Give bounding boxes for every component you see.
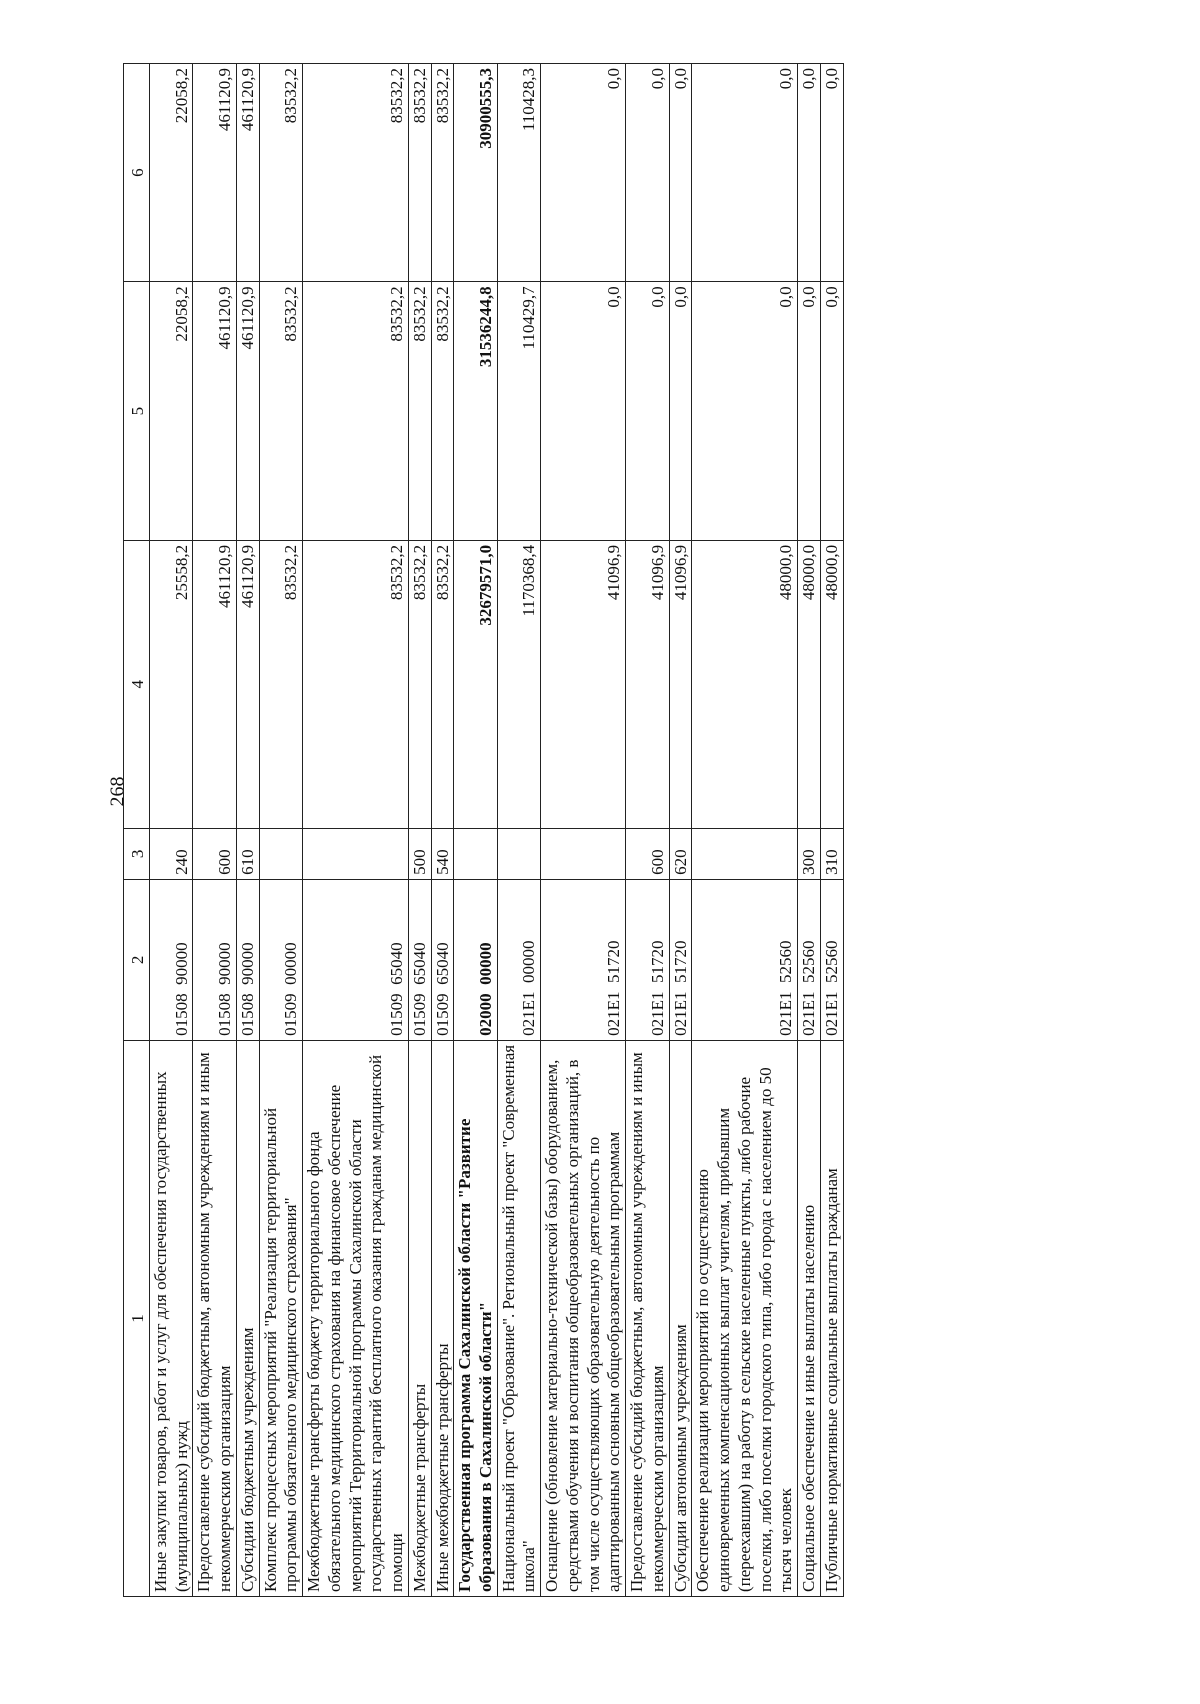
- row-code-cell: 02000 00000: [454, 879, 497, 1040]
- row-value-2025-cell: 83532,2: [259, 64, 302, 282]
- row-vr-cell: [541, 828, 626, 879]
- row-name-cell: Предоставление субсидий бюджетным, автономным учреждениям и иным некоммерческим организациям: [193, 1040, 236, 1596]
- table-row: [497, 64, 540, 1597]
- row-vr-cell: 600: [193, 828, 236, 879]
- row-vr-cell: 540: [431, 828, 454, 879]
- row-name-cell: Межбюджетные трансферты: [408, 1040, 431, 1596]
- table-row: [431, 64, 454, 1597]
- row-code-cell: 01509 65040: [431, 879, 454, 1040]
- row-value-2024-cell: 83532,2: [431, 282, 454, 541]
- row-code-cell: 01508 90000: [236, 879, 259, 1040]
- row-name-cell: Комплекс процессных мероприятий "Реализация территориальной программы обязательного медицинского страхования": [259, 1040, 302, 1596]
- row-value-2024-cell: 0,0: [541, 282, 626, 541]
- row-value-2023-cell: 461120,9: [236, 540, 259, 828]
- row-value-2025-cell: 0,0: [820, 64, 843, 282]
- row-value-2023-cell: 1170368,4: [497, 540, 540, 828]
- row-value-2023-cell: 83532,2: [408, 540, 431, 828]
- table-row: [259, 64, 302, 1597]
- row-value-2025-cell: 461120,9: [236, 64, 259, 282]
- table-row: [303, 64, 409, 1597]
- row-value-2024-cell: 461120,9: [193, 282, 236, 541]
- row-name-cell: Обеспечение реализации мероприятий по осуществлению единовременных компенсационных выплат учителям, прибывшим (переехавшим) на работу в сельские населенные пункты, либо рабочие поселки, либо поселки городского типа, либо города с населением до 50 тысяч человек: [692, 1040, 798, 1596]
- row-name-cell: Публичные нормативные социальные выплаты гражданам: [820, 1040, 843, 1596]
- table-row: [236, 64, 259, 1597]
- row-code-cell: 021E1 00000: [497, 879, 540, 1040]
- row-vr-cell: [259, 828, 302, 879]
- row-code-cell: 021E1 52560: [798, 879, 821, 1040]
- row-value-2024-cell: 83532,2: [408, 282, 431, 541]
- row-value-2024-cell: 31536244,8: [454, 282, 497, 541]
- row-vr-cell: 620: [669, 828, 692, 879]
- row-value-2024-cell: 110429,7: [497, 282, 540, 541]
- row-value-2024-cell: 22058,2: [150, 282, 193, 541]
- row-value-2025-cell: 83532,2: [431, 64, 454, 282]
- row-code-cell: 021E1 51720: [541, 879, 626, 1040]
- row-value-2024-cell: 0,0: [820, 282, 843, 541]
- row-value-2025-cell: 83532,2: [408, 64, 431, 282]
- row-vr-cell: [454, 828, 497, 879]
- table-row: [541, 64, 626, 1597]
- table-row: [626, 64, 669, 1597]
- row-code-cell: 021E1 52560: [692, 879, 798, 1040]
- row-vr-cell: [497, 828, 540, 879]
- table-row: [669, 64, 692, 1597]
- row-name-cell: Субсидии бюджетным учреждениям: [236, 1040, 259, 1596]
- row-value-2025-cell: 22058,2: [150, 64, 193, 282]
- row-value-2023-cell: 48000,0: [820, 540, 843, 828]
- row-name-cell: Иные закупки товаров, работ и услуг для обеспечения государственных (муниципальных) нужд: [150, 1040, 193, 1596]
- row-code-cell: 021E1 51720: [669, 879, 692, 1040]
- row-vr-cell: [692, 828, 798, 879]
- row-value-2023-cell: 41096,9: [541, 540, 626, 828]
- row-code-cell: 01509 00000: [259, 879, 302, 1040]
- row-value-2024-cell: 0,0: [626, 282, 669, 541]
- row-value-2025-cell: 0,0: [626, 64, 669, 282]
- row-value-2024-cell: 83532,2: [303, 282, 409, 541]
- header-cell-5: 5: [124, 282, 150, 541]
- row-value-2025-cell: 0,0: [541, 64, 626, 282]
- row-vr-cell: 500: [408, 828, 431, 879]
- table-row: [408, 64, 431, 1597]
- row-value-2023-cell: 83532,2: [303, 540, 409, 828]
- row-code-cell: 01509 65040: [303, 879, 409, 1040]
- header-row: [124, 64, 150, 1597]
- row-value-2023-cell: 83532,2: [431, 540, 454, 828]
- row-value-2025-cell: 30900555,3: [454, 64, 497, 282]
- row-code-cell: 01508 90000: [150, 879, 193, 1040]
- row-vr-cell: 610: [236, 828, 259, 879]
- table-row: [150, 64, 193, 1597]
- page-number: 268: [106, 776, 129, 807]
- row-value-2025-cell: 110428,3: [497, 64, 540, 282]
- rotated-table-container: [123, 63, 1200, 1597]
- row-value-2023-cell: 25558,2: [150, 540, 193, 828]
- row-value-2023-cell: 32679571,0: [454, 540, 497, 828]
- header-cell-4: 4: [124, 540, 150, 828]
- row-value-2024-cell: 461120,9: [236, 282, 259, 541]
- row-value-2023-cell: 41096,9: [626, 540, 669, 828]
- header-cell-3: 3: [124, 828, 150, 879]
- row-value-2024-cell: 0,0: [692, 282, 798, 541]
- row-name-cell: Оснащение (обновление материально-технической базы) оборудованием, средствами обучения и воспитания общеобразовательных организаций, в том числе осуществляющих образовательную деятельность по адаптированным основным общеобразовательным программам: [541, 1040, 626, 1596]
- row-vr-cell: 240: [150, 828, 193, 879]
- table-row: [798, 64, 821, 1597]
- row-value-2025-cell: 461120,9: [193, 64, 236, 282]
- row-name-cell: Государственная программа Сахалинской области "Развитие образования в Сахалинской области": [454, 1040, 497, 1596]
- row-code-cell: 021E1 51720: [626, 879, 669, 1040]
- budget-table: [123, 63, 844, 1597]
- row-value-2023-cell: 83532,2: [259, 540, 302, 828]
- row-value-2023-cell: 41096,9: [669, 540, 692, 828]
- row-name-cell: Социальное обеспечение и иные выплаты населению: [798, 1040, 821, 1596]
- row-value-2024-cell: 83532,2: [259, 282, 302, 541]
- header-cell-6: 6: [124, 64, 150, 282]
- table-body: [150, 64, 844, 1597]
- row-code-cell: 021E1 52560: [820, 879, 843, 1040]
- row-vr-cell: 300: [798, 828, 821, 879]
- row-name-cell: Предоставление субсидий бюджетным, автономным учреждениям и иным некоммерческим организациям: [626, 1040, 669, 1596]
- table-row: [454, 64, 497, 1597]
- row-value-2023-cell: 461120,9: [193, 540, 236, 828]
- header-cell-2: 2: [124, 879, 150, 1040]
- row-value-2025-cell: 0,0: [669, 64, 692, 282]
- row-value-2024-cell: 0,0: [798, 282, 821, 541]
- row-vr-cell: [303, 828, 409, 879]
- row-value-2024-cell: 0,0: [669, 282, 692, 541]
- row-code-cell: 01508 90000: [193, 879, 236, 1040]
- row-code-cell: 01509 65040: [408, 879, 431, 1040]
- row-value-2025-cell: 0,0: [798, 64, 821, 282]
- row-value-2023-cell: 48000,0: [798, 540, 821, 828]
- table-row: [692, 64, 798, 1597]
- table-row: [193, 64, 236, 1597]
- row-vr-cell: 600: [626, 828, 669, 879]
- row-name-cell: Национальный проект "Образование". Региональный проект "Современная школа": [497, 1040, 540, 1596]
- row-vr-cell: 310: [820, 828, 843, 879]
- table-row: [820, 64, 843, 1597]
- row-name-cell: Межбюджетные трансферты бюджету территориального фонда обязательного медицинского страхования на финансовое обеспечение мероприятий Территориальной программы Сахалинской области государственных гарантий бесплатного оказания гражданам медицинской помощи: [303, 1040, 409, 1596]
- row-value-2025-cell: 83532,2: [303, 64, 409, 282]
- row-name-cell: Иные межбюджетные трансферты: [431, 1040, 454, 1596]
- row-value-2025-cell: 0,0: [692, 64, 798, 282]
- row-value-2023-cell: 48000,0: [692, 540, 798, 828]
- row-name-cell: Субсидии автономным учреждениям: [669, 1040, 692, 1596]
- header-cell-1: 1: [124, 1040, 150, 1596]
